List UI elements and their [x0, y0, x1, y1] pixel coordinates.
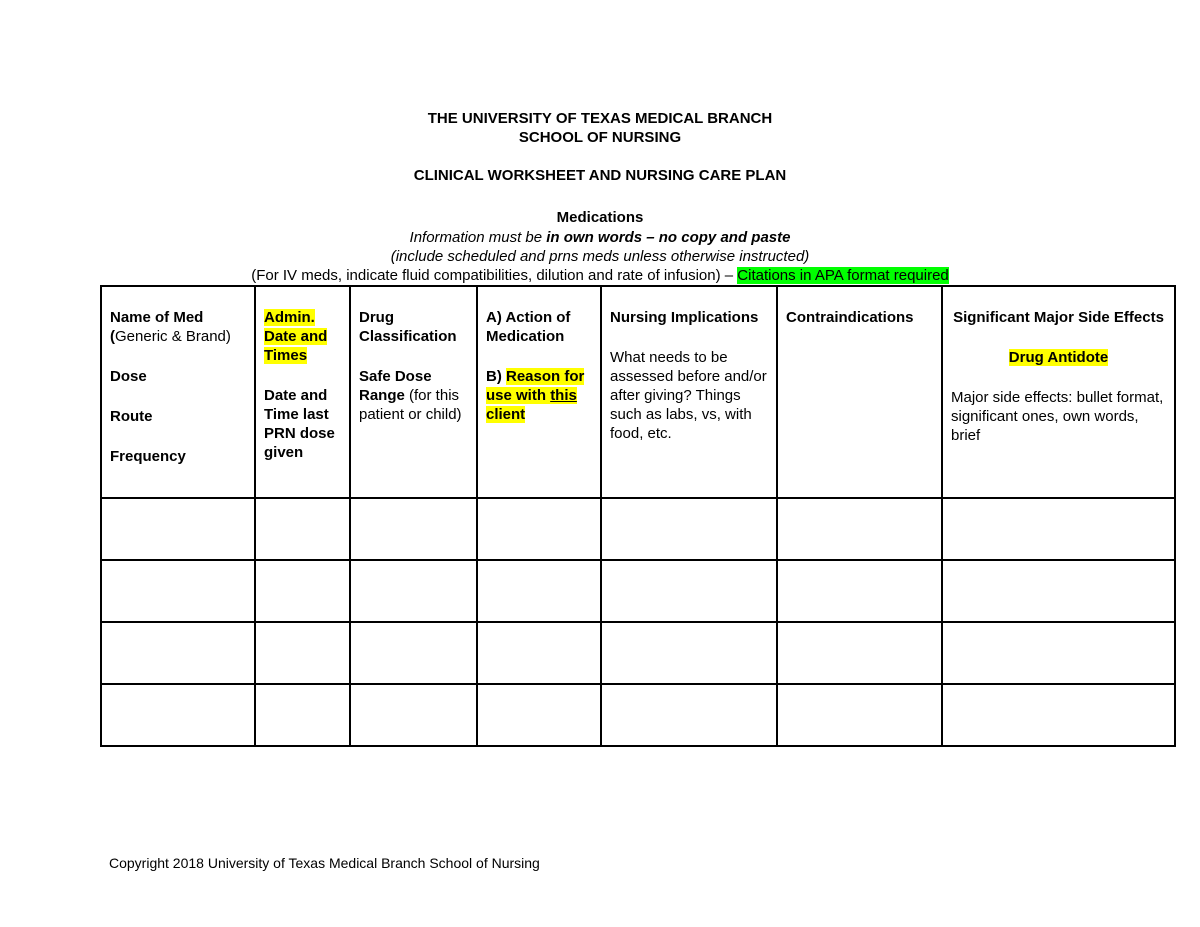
reason-this-underlined: this	[550, 387, 577, 404]
entry-cell[interactable]	[942, 560, 1175, 622]
drug-classification-label: Drug Classification	[359, 309, 457, 345]
entry-cell[interactable]	[601, 684, 777, 746]
entry-cell[interactable]	[477, 498, 601, 560]
entry-cell[interactable]	[777, 622, 942, 684]
table-row	[101, 684, 1175, 746]
col-action-reason	[477, 286, 601, 498]
entry-cell[interactable]	[477, 560, 601, 622]
reason-prefix: B)	[486, 368, 506, 385]
col-drug-classification	[350, 286, 477, 498]
col-name-of-med	[101, 286, 255, 498]
safe-dose-range-note: (for this patient or child)	[359, 387, 462, 423]
nursing-implications-desc: What needs to be assessed before and/or after giving? Things such as labs, vs, with food, etc.	[610, 349, 767, 442]
apa-citation-note: Citations in APA format required	[737, 267, 949, 284]
medication-worksheet-table	[100, 285, 1176, 747]
col-nursing-implications	[601, 286, 777, 498]
col-admin	[255, 286, 350, 498]
reason-client: client	[486, 406, 526, 423]
instruction-own-words-lead: Information must be	[409, 229, 547, 246]
side-effects-label: Significant Major Side Effects	[953, 309, 1164, 326]
entry-cell[interactable]	[777, 498, 942, 560]
entry-cell[interactable]	[101, 560, 255, 622]
frequency-label: Frequency	[110, 448, 186, 465]
drug-antidote-label: Drug Antidote	[1008, 349, 1109, 366]
route-label: Route	[110, 408, 153, 425]
institution-name: THE UNIVERSITY OF TEXAS MEDICAL BRANCH	[427, 110, 773, 127]
safe-dose-range-label: Safe Dose Range	[359, 368, 432, 404]
entry-cell[interactable]	[101, 684, 255, 746]
table-header-row	[101, 286, 1175, 498]
name-of-med-label: Name of Med	[110, 309, 204, 326]
action-of-medication-label: A) Action of Medication	[486, 309, 571, 345]
entry-cell[interactable]	[255, 684, 350, 746]
reason-label: Reason for use with	[486, 368, 585, 404]
entry-cell[interactable]	[601, 622, 777, 684]
entry-cell[interactable]	[777, 560, 942, 622]
entry-cell[interactable]	[942, 684, 1175, 746]
table-row	[101, 498, 1175, 560]
col-side-effects	[942, 286, 1175, 498]
entry-cell[interactable]	[601, 560, 777, 622]
entry-cell[interactable]	[477, 684, 601, 746]
entry-cell[interactable]	[350, 684, 477, 746]
instruction-scheduled-prns: (include scheduled and prns meds unless otherwise instructed)	[390, 248, 810, 265]
side-effects-desc: Major side effects: bullet format, significant ones, own words, brief	[951, 389, 1164, 444]
school-name: SCHOOL OF NURSING	[518, 129, 682, 146]
table-row	[101, 622, 1175, 684]
entry-cell[interactable]	[255, 560, 350, 622]
copyright-footer: Copyright 2018 University of Texas Medical Branch School of Nursing	[109, 855, 540, 871]
dose-label: Dose	[110, 368, 147, 385]
entry-cell[interactable]	[255, 498, 350, 560]
instruction-iv-meds-text: (For IV meds, indicate fluid compatibilities, dilution and rate of infusion) –	[251, 267, 738, 284]
entry-cell[interactable]	[942, 498, 1175, 560]
last-prn-dose-label: Date and Time last PRN dose given	[264, 387, 335, 461]
admin-date-times-label: Admin. Date and Times	[264, 309, 328, 364]
generic-brand-label: Generic & Brand)	[115, 328, 231, 345]
worksheet-title: CLINICAL WORKSHEET AND NURSING CARE PLAN	[413, 167, 787, 184]
nursing-implications-label: Nursing Implications	[610, 309, 759, 326]
entry-cell[interactable]	[350, 622, 477, 684]
entry-cell[interactable]	[101, 622, 255, 684]
entry-cell[interactable]	[101, 498, 255, 560]
entry-cell[interactable]	[350, 560, 477, 622]
entry-cell[interactable]	[942, 622, 1175, 684]
section-title: Medications	[556, 209, 644, 226]
instruction-own-words-emphasis: in own words – no copy and paste	[546, 229, 791, 246]
entry-cell[interactable]	[777, 684, 942, 746]
entry-cell[interactable]	[255, 622, 350, 684]
col-contraindications	[777, 286, 942, 498]
entry-cell[interactable]	[601, 498, 777, 560]
instruction-own-words	[0, 229, 1200, 247]
entry-cell[interactable]	[350, 498, 477, 560]
name-of-med-paren: (	[110, 328, 115, 345]
entry-cell[interactable]	[477, 622, 601, 684]
instruction-iv-meds	[0, 267, 1200, 285]
contraindications-label: Contraindications	[786, 309, 914, 326]
table-row	[101, 560, 1175, 622]
